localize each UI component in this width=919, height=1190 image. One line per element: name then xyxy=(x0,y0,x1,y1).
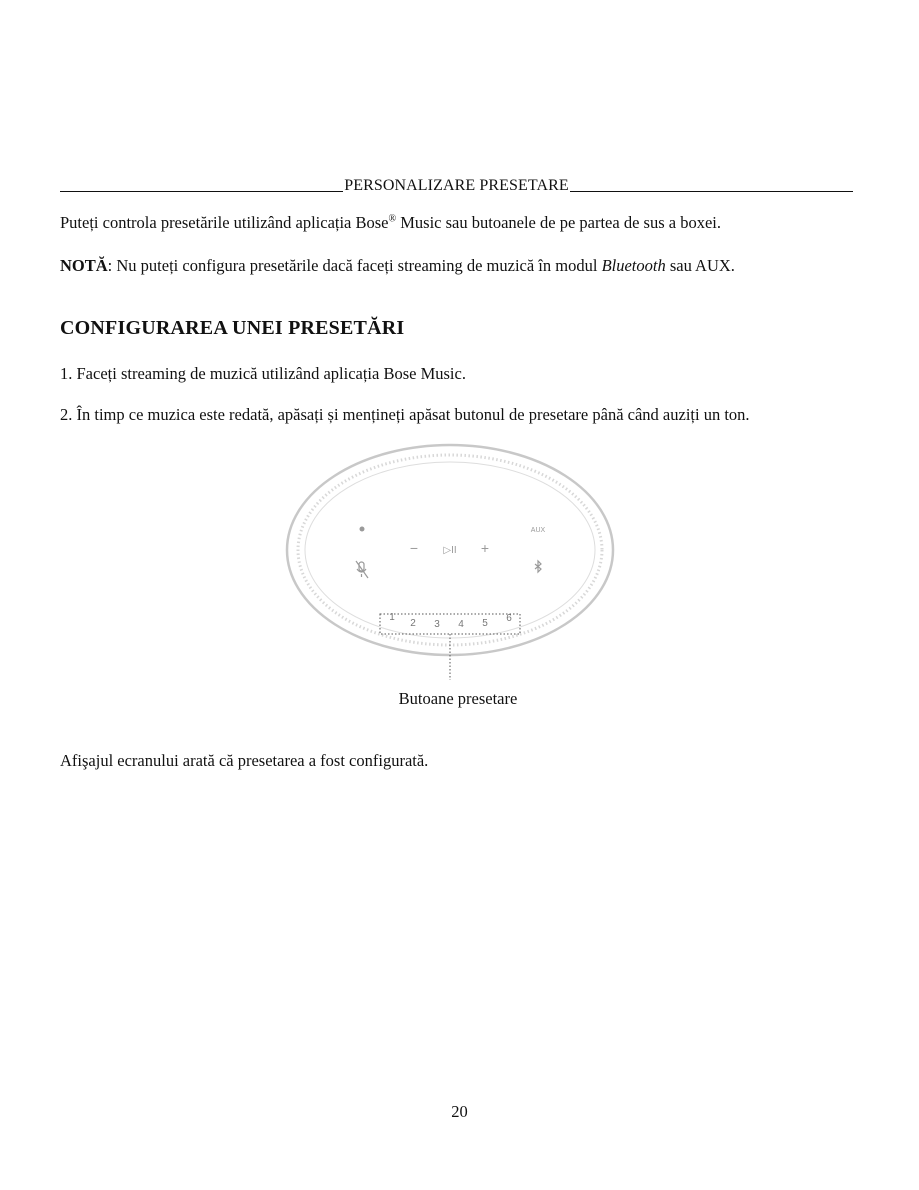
section-header xyxy=(60,172,853,194)
page-heading: CONFIGURAREA UNEI PRESETĂRI xyxy=(60,317,405,339)
preset-number-1: 1 xyxy=(389,612,395,623)
step-1: 1. Faceți streaming de muzică utilizând aplicația Bose Music. xyxy=(60,364,466,383)
note-italic: Bluetooth xyxy=(601,256,666,275)
section-title: PERSONALIZARE PRESETARE xyxy=(344,177,569,194)
header-rule-right xyxy=(570,177,853,192)
play-pause-icon: ▷II xyxy=(443,545,457,556)
note-label: NOTĂ xyxy=(60,256,108,275)
intro-text-end: Music sau butoanele de pe partea de sus a boxei. xyxy=(396,213,721,232)
registered-mark: ® xyxy=(388,213,397,225)
confirmation-text: Afişajul ecranului arată că presetarea a fost configurată. xyxy=(60,751,429,770)
figure-caption: Butoane presetare xyxy=(398,689,518,708)
speaker-top-diagram xyxy=(280,440,620,680)
intro-paragraph xyxy=(60,213,721,233)
preset-number-5: 5 xyxy=(482,618,488,629)
step-2: 2. În timp ce muzica este redată, apăsați și mențineți apăsat butonul de presetare până când auziți un ton. xyxy=(60,405,750,424)
preset-number-3: 3 xyxy=(434,619,440,630)
intro-text: Puteți controla presetările utilizând aplicația Bose xyxy=(60,213,389,232)
page-number: 20 xyxy=(451,1102,468,1121)
preset-number-2: 2 xyxy=(410,618,416,629)
note-text: : Nu puteți configura presetările dacă faceți streaming de muzică în modul xyxy=(107,256,602,275)
header-rule-left xyxy=(60,177,343,192)
volume-down-icon: − xyxy=(409,540,419,556)
preset-number-4: 4 xyxy=(458,619,464,630)
action-dot-icon xyxy=(360,527,365,532)
note-text-end: sau AUX. xyxy=(665,256,735,275)
aux-label: AUX xyxy=(530,527,546,534)
volume-up-icon: + xyxy=(480,540,490,556)
preset-number-6: 6 xyxy=(506,613,512,624)
note-paragraph xyxy=(60,256,735,276)
